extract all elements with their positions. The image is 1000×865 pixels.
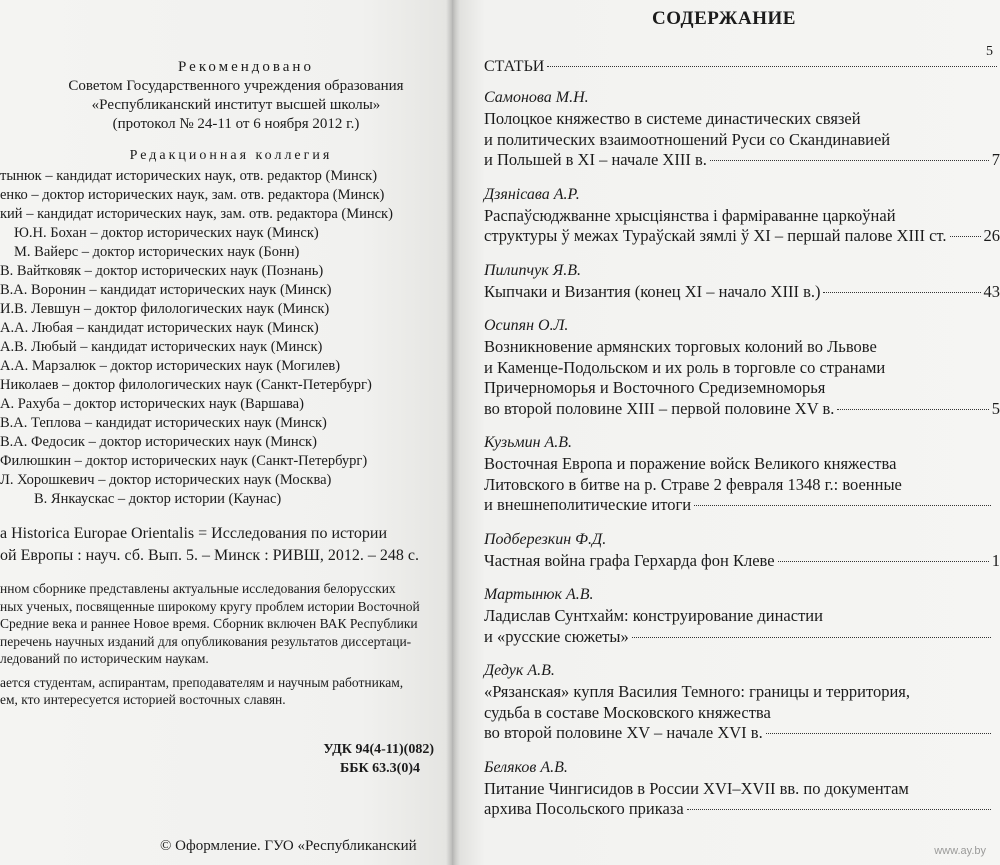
leader-dots: [766, 733, 991, 734]
recommended-title: Рекомендовано: [178, 59, 314, 75]
leader-dots: [778, 561, 989, 562]
toc-entry-author: Подберезкин Ф.Д.: [484, 530, 607, 548]
toc-entry-title-line: и «русские сюжеты»: [484, 626, 629, 646]
board-member: Ю.Н. Бохан – доктор исторических наук (Минск): [14, 225, 319, 241]
toc-entry-author: Осипян О.Л.: [484, 317, 569, 334]
citation-line: ой Европы : науч. сб. Вып. 5. – Минск : РИВШ, 2012. – 248 с.: [0, 547, 420, 564]
toc-entry: [484, 261, 1000, 303]
board-member: Филюшкин – доктор исторических наук (Санкт-Петербург): [0, 453, 368, 469]
toc-entry-title-line: Причерноморья и Восточного Средиземноморья: [484, 378, 826, 397]
toc-entry-title-line: Возникновение армянских торговых колоний во Львове: [484, 337, 877, 356]
toc-entry-last-line: [484, 399, 1000, 420]
board-member: В.А. Воронин – кандидат исторических наук (Минск): [0, 282, 332, 298]
board-member: А.А. Любая – кандидат исторических наук (Минск): [0, 320, 319, 336]
recommended-lines: [20, 77, 452, 134]
board-member: В.А. Теплова – кандидат исторических наук (Минск): [0, 415, 327, 431]
section-label: СТАТЬИ: [484, 58, 545, 75]
leader-dots: [710, 160, 989, 161]
citation-line: a Historica Europae Orientalis = Исследования по истории: [0, 525, 388, 542]
toc-entry-title-line: Ладислав Сунтхайм: конструирование династии: [484, 606, 823, 625]
toc-entry-title-line: во второй половине XIII – первой половине XV в.: [484, 398, 835, 418]
leader-dots: [837, 409, 988, 410]
toc-entry: [484, 661, 1000, 744]
toc-entry-author: Пилипчук Я.В.: [484, 261, 582, 279]
leader-dots: [687, 809, 991, 810]
toc-entry-last-line: [484, 551, 1000, 572]
leader-dots: [823, 292, 980, 293]
toc-entry-title-line: Восточная Европа и поражение войск Великого княжества: [484, 454, 897, 473]
toc-entry-last-line: [484, 282, 1000, 303]
annotation-line: ных ученых, посвященные широкому кругу проблем истории Восточной: [0, 598, 420, 614]
watermark: www.ay.by: [934, 845, 986, 857]
toc-entry: [484, 185, 1000, 247]
toc-entry-last-line: [484, 627, 1000, 648]
toc-entry-author: Дедук А.В.: [484, 662, 555, 679]
annotation-line: Средние века и раннее Новое время. Сборник включен ВАК Республики: [0, 616, 418, 631]
board-member: В. Вайтковяк – доктор исторических наук (Познань): [0, 263, 324, 279]
toc-entry: [484, 433, 1000, 516]
board-member: А. Рахуба – доктор исторических наук (Варшава): [0, 396, 304, 412]
toc-entry: [484, 585, 1000, 647]
toc-entry: [484, 88, 1000, 171]
board-member: И.В. Левшун – доктор филологических наук (Минск): [0, 301, 330, 317]
toc-entry-page-number: 43: [983, 281, 1000, 301]
toc-entry-last-line: [484, 799, 1000, 820]
toc-entry-title-line: Кыпчаки и Византия (конец XI – начало XIII в.): [484, 281, 821, 301]
leader-dots: [694, 505, 991, 506]
udk-code: УДК 94(4-11)(082): [323, 742, 434, 757]
board-member: кий – кандидат исторических наук, зам. отв. редактора (Минск): [0, 206, 393, 222]
recommended-line: Советом Государственного учреждения образования: [68, 78, 404, 94]
toc-entry-title-line: Частная война графа Герхарда фон Клеве: [484, 550, 775, 570]
toc-entry: [484, 530, 1000, 572]
toc-entry-page-number: 1: [991, 550, 1000, 570]
leader-dots: [547, 66, 997, 67]
toc-entry-title-line: Распаўсюджванне хрысціянства і фарміраванне царкоўнай: [484, 205, 896, 225]
toc-entry-last-line: [484, 226, 1000, 247]
toc-entry-last-line: [484, 495, 1000, 516]
leader-dots: [950, 236, 981, 237]
toc-entry-title-line: и Польшей в XI – начале XIII в.: [484, 150, 707, 169]
toc-entry-title-line: структуры ў межах Тураўскай зямлі ў XI – першай палове XIII ст.: [484, 226, 947, 245]
toc-entry-title-line: «Рязанская» купля Василия Темного: границы и территория,: [484, 682, 911, 701]
toc-entry-page-number: 7: [991, 150, 1000, 169]
toc-title: СОДЕРЖАНИЕ: [652, 8, 796, 29]
toc-entry-title-line: и Каменце-Подольском и их роль в торговле со странами: [484, 357, 886, 377]
board-member: А.А. Марзалюк – доктор исторических наук (Могилев): [0, 358, 341, 374]
leader-dots: [632, 637, 991, 638]
board-member: В. Янкаускас – доктор истории (Каунас): [34, 491, 282, 507]
annotation-line: нном сборнике представлены актуальные исследования белорусских: [0, 581, 396, 596]
recommended-line: «Республиканский институт высшей школы»: [91, 97, 381, 113]
right-page: [452, 0, 1000, 865]
classification-codes: [0, 740, 440, 778]
toc-entry-title-line: судьба в составе Московского княжества: [484, 702, 771, 722]
toc-entry-title-line: Питание Чингисидов в России XVI–XVII вв. по документам: [484, 778, 909, 798]
board-member: В.А. Федосик – доктор исторических наук (Минск): [0, 434, 317, 450]
left-page: [0, 0, 452, 865]
toc-entry-title-line: Полоцкое княжество в системе династических связей: [484, 109, 861, 128]
toc-entry-author: Мартынюк А.В.: [484, 586, 594, 603]
recommended-line: (протокол № 24-11 от 6 ноября 2012 г.): [112, 116, 360, 132]
annotation-line: ем, кто интересуется историей восточных славян.: [0, 692, 286, 707]
toc-entry: [484, 758, 1000, 820]
board-member: М. Вайерс – доктор исторических наук (Бонн): [14, 244, 300, 260]
toc-entry-author: Самонова М.Н.: [484, 89, 589, 106]
table-of-contents: [484, 58, 1000, 834]
board-member: тынюк – кандидат исторических наук, отв. редактор (Минск): [0, 168, 378, 184]
toc-entry: [484, 316, 1000, 419]
editorial-board-title: Редакционная коллегия: [129, 148, 333, 163]
toc-entries: [484, 88, 1000, 820]
copyright-line: © Оформление. ГУО «Республиканский: [160, 838, 417, 854]
annotation-line: перечень научных изданий для опубликования результатов диссертаци-: [0, 633, 412, 649]
board-member: Николаев – доктор филологических наук (Санкт-Петербург): [0, 377, 372, 393]
toc-entry-title-line: и политических взаимоотношений Руси со Скандинавией: [484, 129, 891, 149]
toc-entry-title-line: во второй половине XV – начале XVI в.: [484, 723, 763, 742]
bibliographic-citation: [0, 523, 440, 567]
annotation: [0, 580, 440, 709]
editorial-board-list: [0, 167, 452, 509]
toc-top-page-number: 5: [986, 44, 993, 59]
toc-entry-author: Дзянiсава А.Р.: [484, 185, 580, 203]
imprint-block: [0, 58, 452, 509]
toc-entry-title-line: архива Посольского приказа: [484, 799, 684, 818]
section-heading: [484, 58, 1000, 76]
toc-entry-page-number: 26: [983, 226, 1000, 245]
board-member: А.В. Любый – кандидат исторических наук (Минск): [0, 339, 323, 355]
toc-entry-last-line: [484, 150, 1000, 171]
toc-entry-title-line: Литовского в битве на р. Страве 2 февраля 1348 г.: военные: [484, 474, 902, 494]
toc-entry-page-number: 5: [991, 398, 1000, 418]
toc-entry-title-line: и внешнеполитические итоги: [484, 495, 692, 514]
toc-entry-author: Беляков А.В.: [484, 758, 568, 776]
annotation-line: ледований по историческим наукам.: [0, 651, 209, 666]
bbk-code: ББК 63.3(0)4: [340, 761, 420, 776]
board-member: Л. Хорошкевич – доктор исторических наук (Москва): [0, 472, 332, 488]
toc-entry-author: Кузьмин А.В.: [484, 434, 573, 451]
toc-entry-last-line: [484, 723, 1000, 744]
board-member: енко – доктор исторических наук, зам. отв. редактора (Минск): [0, 187, 385, 203]
annotation-line: ается студентам, аспирантам, преподавателям и научным работникам,: [0, 674, 404, 690]
